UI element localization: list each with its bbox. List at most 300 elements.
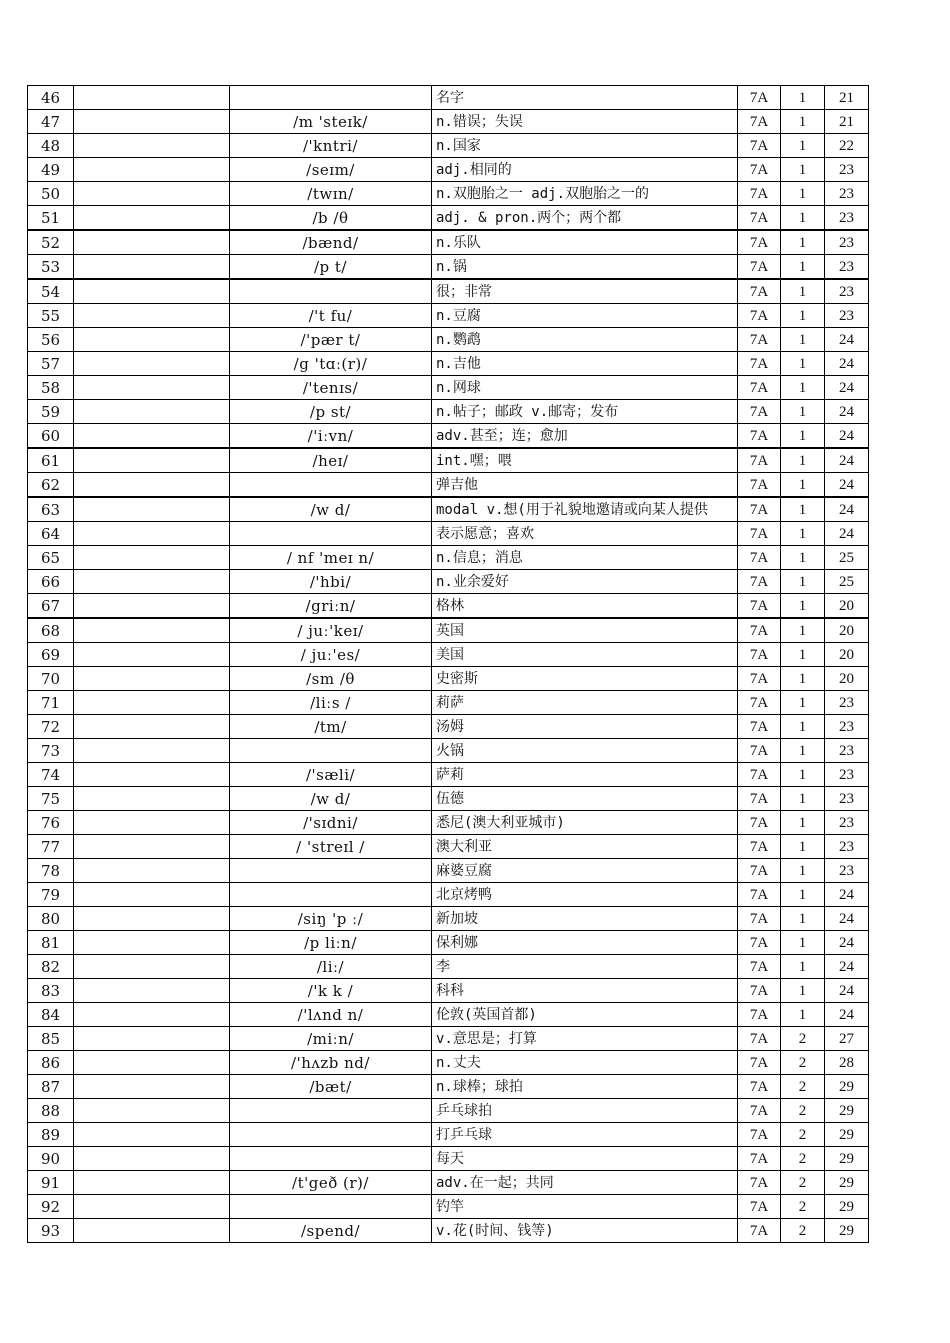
phonetic-cell: /w d/ [230, 787, 432, 811]
unit-cell: 1 [781, 691, 825, 715]
definition-cell: int.嘿；喂 [432, 448, 738, 473]
table-row [28, 787, 869, 811]
table-row [28, 1027, 869, 1051]
row-number-cell: 81 [28, 931, 74, 955]
table-row [28, 955, 869, 979]
definition-cell: 李 [432, 955, 738, 979]
definition-cell: 萨莉 [432, 763, 738, 787]
unit-cell: 1 [781, 328, 825, 352]
definition-cell: n.鹦鹉 [432, 328, 738, 352]
table-row [28, 1051, 869, 1075]
unit-cell: 1 [781, 618, 825, 643]
page-cell: 23 [825, 787, 869, 811]
definition-cell: 史密斯 [432, 667, 738, 691]
book-cell: 7A [738, 424, 781, 449]
definition-cell: modal v.想(用于礼貌地邀请或向某人提供 [432, 497, 738, 522]
definition-cell: n.双胞胎之一 adj.双胞胎之一的 [432, 182, 738, 206]
book-cell: 7A [738, 931, 781, 955]
unit-cell: 1 [781, 352, 825, 376]
page-cell: 23 [825, 255, 869, 280]
table-row [28, 86, 869, 110]
book-cell: 7A [738, 691, 781, 715]
book-cell: 7A [738, 206, 781, 231]
row-number-cell: 80 [28, 907, 74, 931]
phonetic-cell: /p st/ [230, 400, 432, 424]
word-cell [74, 1171, 230, 1195]
unit-cell: 1 [781, 279, 825, 304]
row-number-cell: 90 [28, 1147, 74, 1171]
unit-cell: 2 [781, 1171, 825, 1195]
unit-cell: 1 [781, 158, 825, 182]
book-cell: 7A [738, 255, 781, 280]
phonetic-cell: /siŋ 'p ː/ [230, 907, 432, 931]
row-number-cell: 65 [28, 546, 74, 570]
phonetic-cell: /liːs / [230, 691, 432, 715]
book-cell: 7A [738, 1171, 781, 1195]
page-cell: 24 [825, 473, 869, 498]
page-cell: 24 [825, 522, 869, 546]
definition-cell: 美国 [432, 643, 738, 667]
page-cell: 25 [825, 570, 869, 594]
page-cell: 23 [825, 715, 869, 739]
page-cell: 22 [825, 134, 869, 158]
definition-cell: n.丈夫 [432, 1051, 738, 1075]
phonetic-cell: /spend/ [230, 1219, 432, 1243]
unit-cell: 1 [781, 763, 825, 787]
unit-cell: 2 [781, 1123, 825, 1147]
phonetic-cell: /g 'tɑː(r)/ [230, 352, 432, 376]
vocabulary-sheet [27, 85, 868, 1243]
phonetic-cell [230, 473, 432, 498]
book-cell: 7A [738, 618, 781, 643]
book-cell: 7A [738, 811, 781, 835]
table-row [28, 667, 869, 691]
word-cell [74, 643, 230, 667]
book-cell: 7A [738, 182, 781, 206]
unit-cell: 2 [781, 1195, 825, 1219]
definition-cell: 英国 [432, 618, 738, 643]
phonetic-cell [230, 883, 432, 907]
book-cell: 7A [738, 763, 781, 787]
table-row [28, 497, 869, 522]
definition-cell: 格林 [432, 594, 738, 619]
word-cell [74, 1147, 230, 1171]
definition-cell: 汤姆 [432, 715, 738, 739]
phonetic-cell: /w d/ [230, 497, 432, 522]
unit-cell: 2 [781, 1027, 825, 1051]
word-cell [74, 835, 230, 859]
page-cell: 23 [825, 304, 869, 328]
row-number-cell: 55 [28, 304, 74, 328]
unit-cell: 1 [781, 594, 825, 619]
definition-cell: adj. & pron.两个；两个都 [432, 206, 738, 231]
page-cell: 29 [825, 1195, 869, 1219]
page-cell: 24 [825, 955, 869, 979]
page-cell: 24 [825, 931, 869, 955]
definition-cell: 北京烤鸭 [432, 883, 738, 907]
definition-cell: n.业余爱好 [432, 570, 738, 594]
page-cell: 24 [825, 400, 869, 424]
definition-cell: n.球棒；球拍 [432, 1075, 738, 1099]
table-row [28, 546, 869, 570]
row-number-cell: 92 [28, 1195, 74, 1219]
row-number-cell: 56 [28, 328, 74, 352]
book-cell: 7A [738, 1147, 781, 1171]
book-cell: 7A [738, 230, 781, 255]
row-number-cell: 51 [28, 206, 74, 231]
row-number-cell: 86 [28, 1051, 74, 1075]
row-number-cell: 73 [28, 739, 74, 763]
book-cell: 7A [738, 497, 781, 522]
phonetic-cell [230, 86, 432, 110]
unit-cell: 1 [781, 931, 825, 955]
row-number-cell: 58 [28, 376, 74, 400]
book-cell: 7A [738, 1123, 781, 1147]
definition-cell: 打乒乓球 [432, 1123, 738, 1147]
row-number-cell: 50 [28, 182, 74, 206]
word-cell [74, 594, 230, 619]
unit-cell: 1 [781, 570, 825, 594]
phonetic-cell: /m 'steɪk/ [230, 110, 432, 134]
table-row [28, 1195, 869, 1219]
definition-cell: 每天 [432, 1147, 738, 1171]
unit-cell: 1 [781, 1003, 825, 1027]
row-number-cell: 60 [28, 424, 74, 449]
row-number-cell: 68 [28, 618, 74, 643]
page-cell: 29 [825, 1099, 869, 1123]
word-cell [74, 546, 230, 570]
row-number-cell: 76 [28, 811, 74, 835]
book-cell: 7A [738, 134, 781, 158]
page-cell: 23 [825, 279, 869, 304]
row-number-cell: 93 [28, 1219, 74, 1243]
phonetic-cell [230, 1195, 432, 1219]
word-cell [74, 691, 230, 715]
row-number-cell: 69 [28, 643, 74, 667]
page-cell: 24 [825, 448, 869, 473]
row-number-cell: 48 [28, 134, 74, 158]
table-row [28, 618, 869, 643]
definition-cell: 澳大利亚 [432, 835, 738, 859]
phonetic-cell [230, 1147, 432, 1171]
table-row [28, 1147, 869, 1171]
page-cell: 23 [825, 739, 869, 763]
row-number-cell: 54 [28, 279, 74, 304]
row-number-cell: 66 [28, 570, 74, 594]
page-cell: 24 [825, 979, 869, 1003]
book-cell: 7A [738, 473, 781, 498]
table-row [28, 739, 869, 763]
table-row [28, 522, 869, 546]
page-cell: 20 [825, 594, 869, 619]
table-row [28, 134, 869, 158]
definition-cell: 悉尼(澳大利亚城市) [432, 811, 738, 835]
row-number-cell: 78 [28, 859, 74, 883]
phonetic-cell: /miːn/ [230, 1027, 432, 1051]
definition-cell: n.网球 [432, 376, 738, 400]
definition-cell: 新加坡 [432, 907, 738, 931]
unit-cell: 1 [781, 979, 825, 1003]
book-cell: 7A [738, 1027, 781, 1051]
page-cell: 24 [825, 1003, 869, 1027]
row-number-cell: 91 [28, 1171, 74, 1195]
definition-cell: 伍德 [432, 787, 738, 811]
book-cell: 7A [738, 643, 781, 667]
unit-cell: 1 [781, 497, 825, 522]
book-cell: 7A [738, 1195, 781, 1219]
unit-cell: 2 [781, 1099, 825, 1123]
table-row [28, 448, 869, 473]
phonetic-cell [230, 522, 432, 546]
book-cell: 7A [738, 352, 781, 376]
page-cell: 23 [825, 158, 869, 182]
phonetic-cell: /'lʌnd n/ [230, 1003, 432, 1027]
page-cell: 24 [825, 376, 869, 400]
word-cell [74, 182, 230, 206]
table-row [28, 182, 869, 206]
book-cell: 7A [738, 1219, 781, 1243]
word-cell [74, 328, 230, 352]
unit-cell: 1 [781, 86, 825, 110]
table-row [28, 763, 869, 787]
book-cell: 7A [738, 158, 781, 182]
book-cell: 7A [738, 546, 781, 570]
page-cell: 29 [825, 1147, 869, 1171]
unit-cell: 1 [781, 835, 825, 859]
table-row [28, 279, 869, 304]
book-cell: 7A [738, 110, 781, 134]
page-cell: 29 [825, 1171, 869, 1195]
word-cell [74, 230, 230, 255]
phonetic-cell: /sm /θ [230, 667, 432, 691]
definition-cell: adv.在一起；共同 [432, 1171, 738, 1195]
word-cell [74, 667, 230, 691]
page-cell: 21 [825, 110, 869, 134]
word-cell [74, 522, 230, 546]
vocabulary-table-body [28, 86, 869, 1243]
table-row [28, 811, 869, 835]
word-cell [74, 376, 230, 400]
book-cell: 7A [738, 883, 781, 907]
page-cell: 29 [825, 1219, 869, 1243]
definition-cell: 名字 [432, 86, 738, 110]
phonetic-cell: / nf 'meɪ n/ [230, 546, 432, 570]
row-number-cell: 71 [28, 691, 74, 715]
phonetic-cell: /b /θ [230, 206, 432, 231]
word-cell [74, 1195, 230, 1219]
book-cell: 7A [738, 522, 781, 546]
table-row [28, 1003, 869, 1027]
book-cell: 7A [738, 376, 781, 400]
unit-cell: 1 [781, 255, 825, 280]
definition-cell: n.乐队 [432, 230, 738, 255]
unit-cell: 1 [781, 424, 825, 449]
definition-cell: 表示愿意；喜欢 [432, 522, 738, 546]
row-number-cell: 72 [28, 715, 74, 739]
row-number-cell: 88 [28, 1099, 74, 1123]
book-cell: 7A [738, 400, 781, 424]
book-cell: 7A [738, 448, 781, 473]
word-cell [74, 787, 230, 811]
unit-cell: 1 [781, 907, 825, 931]
word-cell [74, 931, 230, 955]
table-row [28, 931, 869, 955]
book-cell: 7A [738, 304, 781, 328]
word-cell [74, 400, 230, 424]
page-cell: 29 [825, 1075, 869, 1099]
word-cell [74, 448, 230, 473]
word-cell [74, 1099, 230, 1123]
table-row [28, 110, 869, 134]
definition-cell: n.帖子；邮政 v.邮寄；发布 [432, 400, 738, 424]
phonetic-cell: /t'geð (r)/ [230, 1171, 432, 1195]
phonetic-cell: /bænd/ [230, 230, 432, 255]
word-cell [74, 255, 230, 280]
book-cell: 7A [738, 955, 781, 979]
book-cell: 7A [738, 739, 781, 763]
table-row [28, 643, 869, 667]
word-cell [74, 1051, 230, 1075]
unit-cell: 1 [781, 739, 825, 763]
word-cell [74, 1219, 230, 1243]
unit-cell: 1 [781, 787, 825, 811]
page-cell: 20 [825, 667, 869, 691]
row-number-cell: 89 [28, 1123, 74, 1147]
unit-cell: 1 [781, 376, 825, 400]
definition-cell: 火锅 [432, 739, 738, 763]
table-row [28, 424, 869, 449]
definition-cell: 钓竿 [432, 1195, 738, 1219]
book-cell: 7A [738, 279, 781, 304]
book-cell: 7A [738, 787, 781, 811]
definition-cell: 弹吉他 [432, 473, 738, 498]
phonetic-cell: /'tenɪs/ [230, 376, 432, 400]
row-number-cell: 47 [28, 110, 74, 134]
phonetic-cell: /'iːvn/ [230, 424, 432, 449]
book-cell: 7A [738, 979, 781, 1003]
row-number-cell: 74 [28, 763, 74, 787]
unit-cell: 1 [781, 304, 825, 328]
table-row [28, 352, 869, 376]
page-cell: 24 [825, 907, 869, 931]
phonetic-cell [230, 739, 432, 763]
page-cell: 23 [825, 206, 869, 231]
definition-cell: 麻婆豆腐 [432, 859, 738, 883]
phonetic-cell: /p t/ [230, 255, 432, 280]
table-row [28, 859, 869, 883]
phonetic-cell [230, 1099, 432, 1123]
word-cell [74, 206, 230, 231]
unit-cell: 1 [781, 400, 825, 424]
book-cell: 7A [738, 835, 781, 859]
word-cell [74, 134, 230, 158]
book-cell: 7A [738, 570, 781, 594]
page-cell: 23 [825, 182, 869, 206]
row-number-cell: 84 [28, 1003, 74, 1027]
row-number-cell: 79 [28, 883, 74, 907]
row-number-cell: 63 [28, 497, 74, 522]
table-row [28, 883, 869, 907]
book-cell: 7A [738, 1003, 781, 1027]
row-number-cell: 61 [28, 448, 74, 473]
phonetic-cell: /liː/ [230, 955, 432, 979]
unit-cell: 1 [781, 883, 825, 907]
page-cell: 21 [825, 86, 869, 110]
page-cell: 25 [825, 546, 869, 570]
unit-cell: 1 [781, 811, 825, 835]
definition-cell: 伦敦(英国首都) [432, 1003, 738, 1027]
phonetic-cell: /heɪ/ [230, 448, 432, 473]
page-cell: 23 [825, 763, 869, 787]
unit-cell: 2 [781, 1147, 825, 1171]
unit-cell: 1 [781, 230, 825, 255]
row-number-cell: 85 [28, 1027, 74, 1051]
page-cell: 24 [825, 497, 869, 522]
row-number-cell: 64 [28, 522, 74, 546]
table-row [28, 1219, 869, 1243]
page-cell: 23 [825, 859, 869, 883]
definition-cell: 乒乓球拍 [432, 1099, 738, 1123]
word-cell [74, 352, 230, 376]
phonetic-cell: /'kntri/ [230, 134, 432, 158]
table-row [28, 594, 869, 619]
phonetic-cell: /'sɪdni/ [230, 811, 432, 835]
word-cell [74, 1123, 230, 1147]
table-row [28, 328, 869, 352]
row-number-cell: 82 [28, 955, 74, 979]
phonetic-cell [230, 859, 432, 883]
word-cell [74, 715, 230, 739]
definition-cell: n.吉他 [432, 352, 738, 376]
page-cell: 24 [825, 424, 869, 449]
book-cell: 7A [738, 1051, 781, 1075]
phonetic-cell: /seɪm/ [230, 158, 432, 182]
definition-cell: 科科 [432, 979, 738, 1003]
table-row [28, 1099, 869, 1123]
word-cell [74, 279, 230, 304]
word-cell [74, 883, 230, 907]
word-cell [74, 570, 230, 594]
word-cell [74, 907, 230, 931]
page-cell: 20 [825, 618, 869, 643]
definition-cell: n.错误；失误 [432, 110, 738, 134]
word-cell [74, 811, 230, 835]
unit-cell: 1 [781, 448, 825, 473]
table-row [28, 1171, 869, 1195]
table-row [28, 715, 869, 739]
unit-cell: 1 [781, 955, 825, 979]
book-cell: 7A [738, 594, 781, 619]
page-cell: 23 [825, 811, 869, 835]
book-cell: 7A [738, 86, 781, 110]
phonetic-cell: /bæt/ [230, 1075, 432, 1099]
definition-cell: adv.甚至；连；愈加 [432, 424, 738, 449]
word-cell [74, 859, 230, 883]
page-cell: 20 [825, 643, 869, 667]
unit-cell: 1 [781, 110, 825, 134]
word-cell [74, 618, 230, 643]
table-row [28, 400, 869, 424]
phonetic-cell: /'sæli/ [230, 763, 432, 787]
unit-cell: 1 [781, 643, 825, 667]
word-cell [74, 1075, 230, 1099]
phonetic-cell: /'t fu/ [230, 304, 432, 328]
book-cell: 7A [738, 907, 781, 931]
row-number-cell: 52 [28, 230, 74, 255]
phonetic-cell: /'hʌzb nd/ [230, 1051, 432, 1075]
phonetic-cell: /tm/ [230, 715, 432, 739]
row-number-cell: 46 [28, 86, 74, 110]
